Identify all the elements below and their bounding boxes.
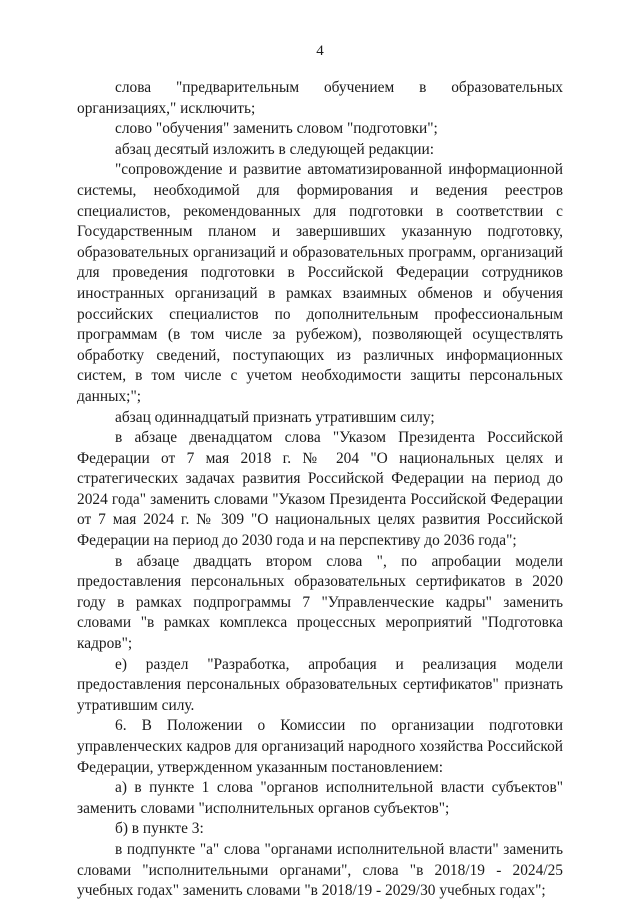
- paragraph-8: е) раздел "Разработка, апробация и реализация модели предоставления персональных образовательных сертификатов" признать утратившим силу.: [77, 655, 563, 714]
- paragraph-4: "сопровождение и развитие автоматизированной информационной системы, необходимой для формирования и ведения реестров специалистов, рекомендованных для подготовки в соответствии с Государственным планом и завершивших указанную подготовку, образовательных организаций и образовательных программ, организаций для проведения подготовки в Российской Федерации сотрудников иностранных организаций в рамках взаимных обменов и обучения российских специалистов по дополнительным профессиональным программам (в том числе за рубежом), позволяющей осуществлять обработку сведений, поступающих из различных информационных систем, в том числе с учетом необходимости защиты персональных данных;";: [77, 161, 563, 405]
- document-body: [77, 78, 563, 902]
- paragraph-3: абзац десятый изложить в следующей редакции:: [115, 140, 435, 158]
- paragraph-10: а) в пункте 1 слова "органов исполнительной власти субъектов" заменить словами "исполнительных органов субъектов";: [77, 779, 563, 817]
- page-number: 4: [316, 43, 324, 59]
- paragraph-2: слово "обучения" заменить словом "подготовки";: [115, 120, 438, 138]
- paragraph-7: в абзаце двадцать втором слова ", по апробации модели предоставления персональных образовательных сертификатов в 2020 году в рамках подпрограммы 7 "Управленческие кадры" заменить словами "в рамках комплекса процессных мероприятий "Подготовка кадров";: [77, 552, 563, 653]
- paragraph-12: в подпункте "а" слова "органами исполнительной власти" заменить словами "исполнительными органами", слова "в 2018/19 - 2024/25 учебных годах" заменить словами "в 2018/19 - 2029/30 учебных годах";: [77, 840, 563, 900]
- paragraph-5: абзац одиннадцатый признать утратившим силу;: [115, 408, 435, 426]
- paragraph-11: б) в пункте 3:: [115, 820, 204, 838]
- paragraph-6: в абзаце двенадцатом слова "Указом Президента Российской Федерации от 7 мая 2018 г. № 204 "О национальных целях и стратегических задачах развития Российской Федерации на период до 2024 года" заменить словами "Указом Президента Российской Федерации от 7 мая 2024 г. № 309 "О национальных целях развития Российской Федерации на период до 2030 года и на перспективу до 2036 года";: [77, 429, 563, 550]
- paragraph-1: слова "предварительным обучением в образовательных организациях," исключить;: [77, 79, 563, 117]
- paragraph-9: 6. В Положении о Комиссии по организации подготовки управленческих кадров для организаций народного хозяйства Российской Федерации, утвержденном указанным постановлением:: [77, 717, 563, 776]
